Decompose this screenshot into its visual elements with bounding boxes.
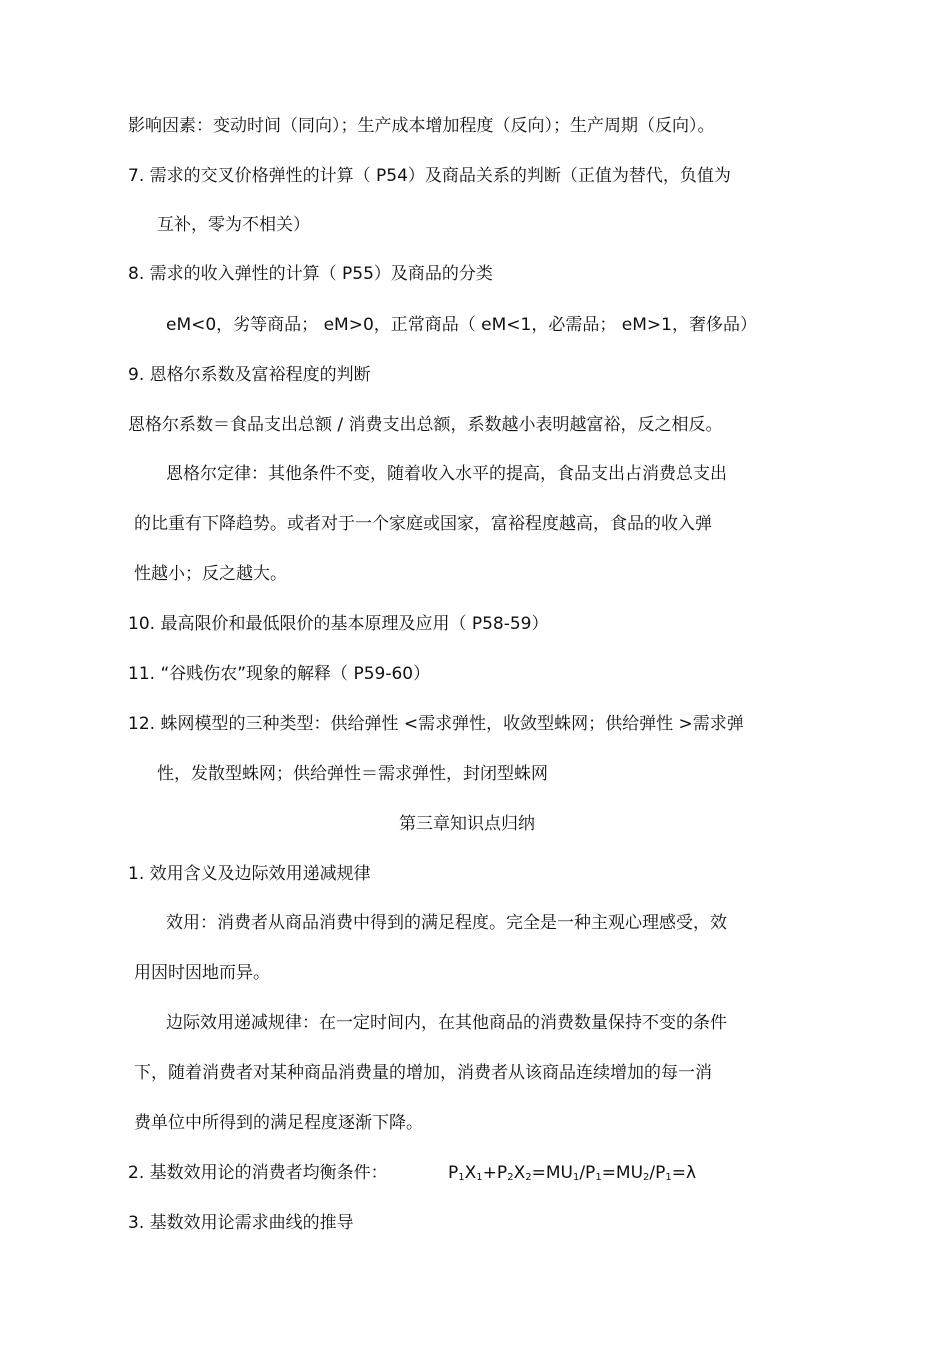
chapter3-item-1: 1. 效用含义及边际效用递减规律	[128, 864, 371, 884]
paragraph-line: 影响因素：变动时间（同向）；生产成本增加程度（反向）；生产周期（反向）。	[128, 116, 715, 136]
engel-law-line-3: 性越小；反之越大。	[134, 564, 287, 584]
list-item-7-continued: 互补，零为不相关）	[157, 215, 310, 235]
engel-law-line-2: 的比重有下降趋势。或者对于一个家庭或国家，富裕程度越高，食品的收入弹	[134, 514, 712, 534]
income-elasticity-classification: eM<0，劣等商品； eM>0，正常商品（ eM<1，必需品； eM>1，奢侈品）	[166, 315, 757, 335]
chapter3-item-3: 3. 基数效用论需求曲线的推导	[128, 1213, 354, 1233]
list-item-11: 11. “谷贱伤农”现象的解释（ P59-60）	[128, 664, 431, 684]
engel-coefficient-definition: 恩格尔系数＝食品支出总额 / 消费支出总额，系数越小表明越富裕，反之相反。	[128, 415, 723, 435]
diminishing-marginal-utility-line-1: 边际效用递减规律：在一定时间内，在其他商品的消费数量保持不变的条件	[166, 1013, 727, 1033]
list-item-12-continued: 性，发散型蛛网；供给弹性＝需求弹性，封闭型蛛网	[157, 764, 548, 784]
engel-law-line-1: 恩格尔定律：其他条件不变，随着收入水平的提高，食品支出占消费总支出	[166, 464, 727, 484]
chapter-heading: 第三章知识点归纳	[399, 814, 535, 834]
list-item-9: 9. 恩格尔系数及富裕程度的判断	[128, 365, 371, 385]
list-item-8: 8. 需求的收入弹性的计算（ P55）及商品的分类	[128, 264, 493, 284]
utility-definition-line-2: 用因时因地而异。	[134, 963, 270, 983]
list-item-10: 10. 最高限价和最低限价的基本原理及应用（ P58-59）	[128, 614, 549, 634]
consumer-equilibrium-formula: $P_1X_1+P_2X_2=MU_1/P_1=MU_2/P_1=\lambda$	[448, 1163, 697, 1183]
diminishing-marginal-utility-line-2: 下，随着消费者对某种商品消费量的增加，消费者从该商品连续增加的每一消	[134, 1063, 712, 1083]
list-item-12: 12. 蛛网模型的三种类型：供给弹性 <需求弹性，收敛型蛛网；供给弹性 >需求弹	[128, 714, 744, 734]
chapter3-item-2: 2. 基数效用论的消费者均衡条件：	[128, 1163, 388, 1183]
utility-definition-line-1: 效用：消费者从商品消费中得到的满足程度。完全是一种主观心理感受，效	[166, 913, 727, 933]
list-item-7: 7. 需求的交叉价格弹性的计算（ P54）及商品关系的判断（正值为替代，负值为	[128, 166, 731, 186]
diminishing-marginal-utility-line-3: 费单位中所得到的满足程度逐渐下降。	[134, 1113, 423, 1133]
